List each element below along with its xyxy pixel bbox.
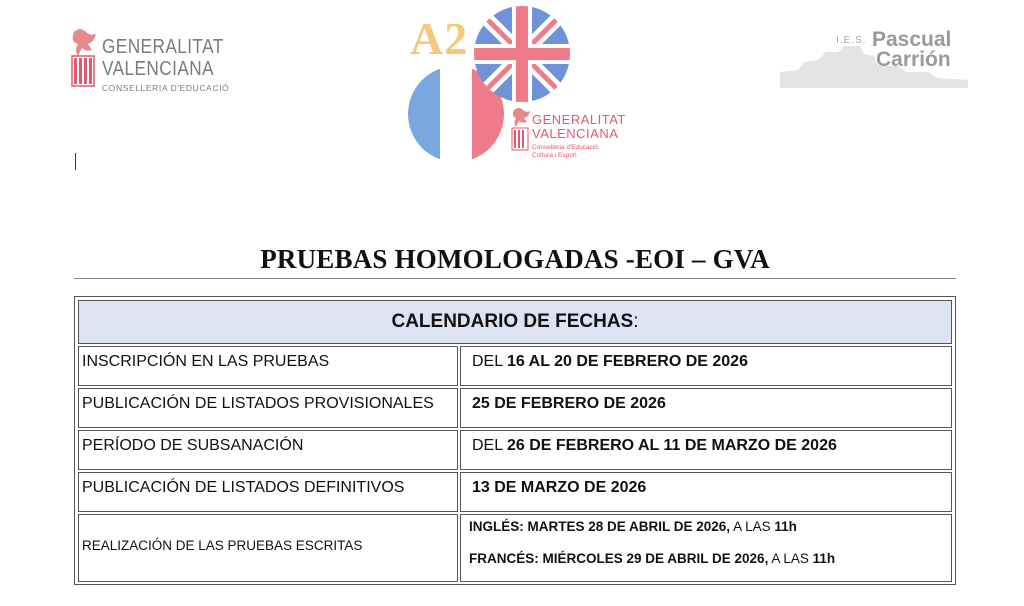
calendar-row-value [460, 388, 952, 428]
exam-french-date: FRANCÉS: MIÉRCOLES 29 DE ABRIL DE 2026, [469, 551, 769, 566]
calendar-row-value [460, 430, 952, 470]
gva-logo-text [102, 36, 243, 93]
exam-french-time: 11h [812, 551, 836, 566]
exam-english [469, 519, 797, 534]
calendar-header-text: CALENDARIO DE FECHAS [391, 311, 634, 332]
row-value-date: 16 AL 20 DE FEBRERO DE 2026 [506, 353, 748, 370]
exam-english-mid: A LAS [730, 519, 775, 534]
exam-english-date: INGLÉS: MARTES 28 DE ABRIL DE 2026, [469, 519, 731, 534]
exam-french-mid: A LAS [768, 551, 813, 566]
a2-level-label: A2 [410, 13, 469, 64]
school-logo [778, 26, 968, 92]
row-value-date: 13 DE MARZO DE 2026 [472, 479, 647, 496]
row-value-prefix: DEL [472, 437, 507, 454]
calendar-row-label [78, 472, 458, 512]
exams-label-text: REALIZACIÓN DE LAS PRUEBAS ESCRITAS [82, 538, 363, 553]
exam-french [469, 551, 835, 566]
row-label-text: INSCRIPCIÓN EN LAS PRUEBAS [82, 353, 330, 370]
a2-gva-line3: Conselleria d'Educació, [532, 144, 600, 151]
calendar-row-value [460, 472, 952, 512]
row-value-date: 25 DE FEBRERO DE 2026 [472, 395, 666, 412]
calendar-row-label [78, 388, 458, 428]
document-title: PRUEBAS HOMOLOGADAS -EOI – GVA [260, 244, 770, 274]
text-cursor [75, 153, 76, 170]
title-underline [74, 278, 956, 279]
gva-logo-line3: CONSELLERIA D'EDUCACIÓ [102, 83, 230, 93]
calendar-header [78, 300, 952, 344]
calendar-row-value [460, 346, 952, 386]
exams-row-value [460, 514, 952, 582]
a2-gva-text [532, 113, 626, 160]
calendar-table [74, 296, 956, 585]
a2-gva-line1: GENERALITAT [532, 112, 626, 127]
calendar-header-suffix: : [633, 311, 639, 332]
row-label-text: PUBLICACIÓN DE LISTADOS DEFINITIVOS [82, 479, 405, 496]
school-name-line2: Carrión [876, 48, 951, 71]
a2-gva-line2: VALENCIANA [532, 126, 619, 141]
row-label-text: PUBLICACIÓN DE LISTADOS PROVISIONALES [82, 395, 434, 412]
exam-english-time: 11h [774, 519, 797, 534]
school-prefix: I.E.S. [836, 35, 867, 46]
exams-row-label [78, 514, 458, 582]
calendar-row-label [78, 430, 458, 470]
row-value-date: 26 DE FEBRERO AL 11 DE MARZO DE 2026 [506, 437, 837, 454]
school-name-line1: Pascual [872, 28, 952, 51]
row-value-prefix: DEL [472, 353, 507, 370]
gva-bat-emblem-icon [66, 26, 100, 94]
a2-language-logo [404, 4, 628, 166]
a2-gva-line4: Cultura i Esport [532, 152, 577, 159]
gva-logo [66, 26, 230, 100]
gva-logo-line2: VALENCIANA [102, 58, 215, 80]
row-label-text: PERÍODO DE SUBSANACIÓN [82, 437, 304, 454]
calendar-row-label [78, 346, 458, 386]
gva-logo-line1: GENERALITAT [102, 36, 224, 58]
